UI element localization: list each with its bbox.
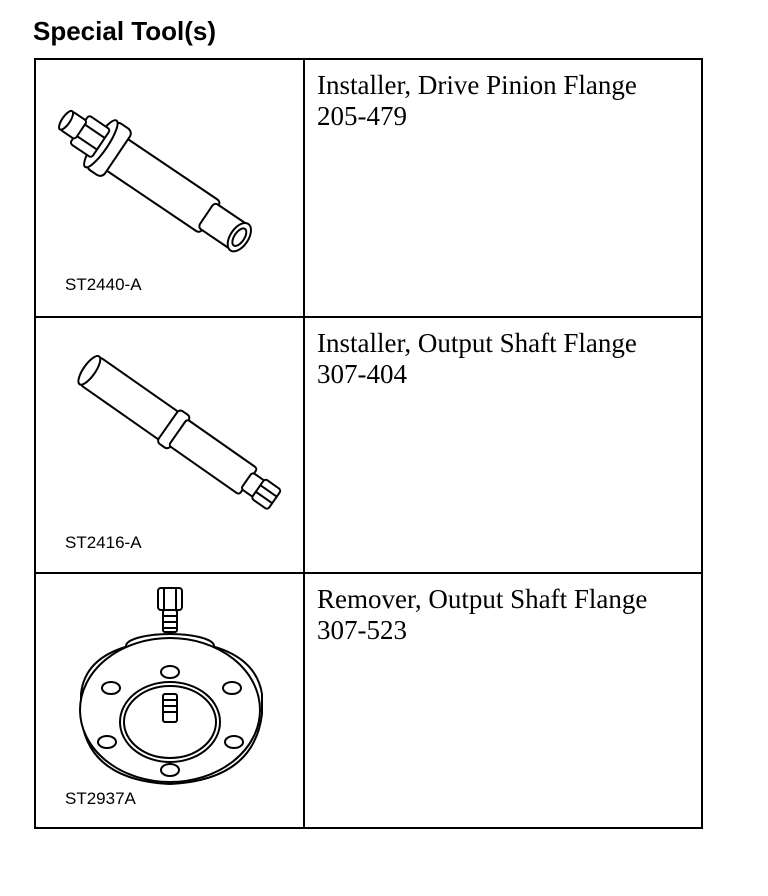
tool-number: 307-404	[317, 359, 407, 389]
tool-number: 205-479	[317, 101, 407, 131]
illustration-code: ST2416-A	[65, 533, 142, 552]
tool-description-cell	[317, 328, 697, 390]
tool-description: Installer, Output Shaft Flange	[317, 328, 637, 358]
tool-illustration-cell	[36, 574, 303, 830]
tool-description-cell	[317, 584, 697, 646]
tool-illustration-cell	[36, 60, 303, 316]
special-tools-table	[34, 58, 703, 829]
column-divider	[303, 60, 305, 827]
illustration-code: ST2440-A	[65, 275, 142, 294]
page-title: Special Tool(s)	[33, 16, 216, 46]
tool-number: 307-523	[317, 615, 407, 645]
tool-description: Remover, Output Shaft Flange	[317, 584, 648, 614]
table-row	[36, 318, 701, 574]
tool-description: Installer, Drive Pinion Flange	[317, 70, 637, 100]
illustration-code: ST2937A	[65, 789, 136, 808]
table-row	[36, 574, 701, 830]
table-row	[36, 60, 701, 316]
tool-illustration-cell	[36, 318, 303, 574]
tool-description-cell	[317, 70, 697, 132]
